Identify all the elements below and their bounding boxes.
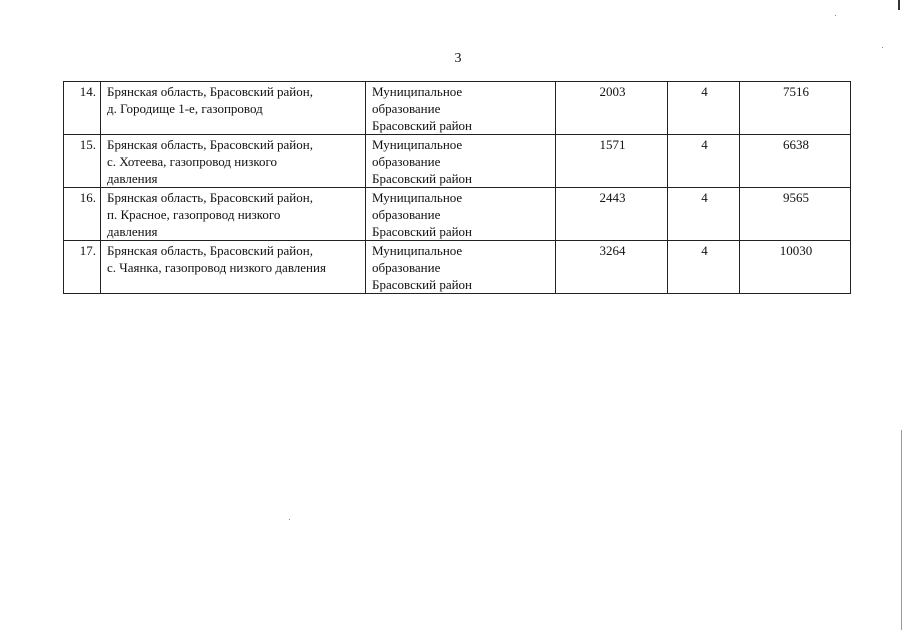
owner-line: образование: [372, 260, 441, 275]
length-cell: 3264: [556, 241, 668, 294]
location-line: Брянская область, Брасовский район,: [107, 137, 313, 152]
scan-speck: [882, 47, 883, 48]
location-line: п. Красное, газопровод низкого: [107, 207, 281, 222]
owner-cell: [366, 135, 556, 188]
location-cell: [101, 82, 366, 135]
length-cell: 2443: [556, 188, 668, 241]
scan-edge-mark: [898, 0, 900, 10]
owner-line: Муниципальное: [372, 137, 463, 152]
owner-cell: [366, 82, 556, 135]
scan-speck: [835, 15, 836, 16]
owner-cell: [366, 241, 556, 294]
row-number: 17.: [64, 241, 101, 294]
owner-line: Брасовский район: [372, 118, 473, 133]
row-number: 16.: [64, 188, 101, 241]
table-row: [64, 82, 851, 135]
location-line: Брянская область, Брасовский район,: [107, 243, 313, 258]
owner-line: Муниципальное: [372, 190, 463, 205]
owner-line: образование: [372, 154, 441, 169]
location-line: с. Чаянка, газопровод низкого давления: [107, 260, 326, 275]
row-number: 14.: [64, 82, 101, 135]
owner-line: Муниципальное: [372, 84, 463, 99]
row-number: 15.: [64, 135, 101, 188]
category-cell: 4: [668, 135, 740, 188]
value-cell: 7516: [740, 82, 851, 135]
owner-line: Брасовский район: [372, 224, 473, 239]
gas-pipeline-table: [63, 81, 851, 294]
location-cell: [101, 241, 366, 294]
table-row: [64, 241, 851, 294]
location-line: Брянская область, Брасовский район,: [107, 84, 313, 99]
table-row: [64, 188, 851, 241]
owner-line: Муниципальное: [372, 243, 463, 258]
location-cell: [101, 135, 366, 188]
value-cell: 6638: [740, 135, 851, 188]
location-line: с. Хотеева, газопровод низкого: [107, 154, 277, 169]
category-cell: 4: [668, 188, 740, 241]
scan-speck: [289, 519, 290, 520]
owner-line: Брасовский район: [372, 171, 473, 186]
table-row: [64, 135, 851, 188]
owner-line: образование: [372, 101, 441, 116]
scan-edge-line: [901, 430, 902, 630]
length-cell: 2003: [556, 82, 668, 135]
location-line: давления: [107, 224, 158, 239]
location-cell: [101, 188, 366, 241]
location-line: Брянская область, Брасовский район,: [107, 190, 313, 205]
category-cell: 4: [668, 241, 740, 294]
owner-cell: [366, 188, 556, 241]
page-number: 3: [454, 51, 462, 66]
category-cell: 4: [668, 82, 740, 135]
location-line: д. Городище 1-е, газопровод: [107, 101, 263, 116]
value-cell: 10030: [740, 241, 851, 294]
owner-line: Брасовский район: [372, 277, 473, 292]
value-cell: 9565: [740, 188, 851, 241]
owner-line: образование: [372, 207, 441, 222]
location-line: давления: [107, 171, 158, 186]
length-cell: 1571: [556, 135, 668, 188]
